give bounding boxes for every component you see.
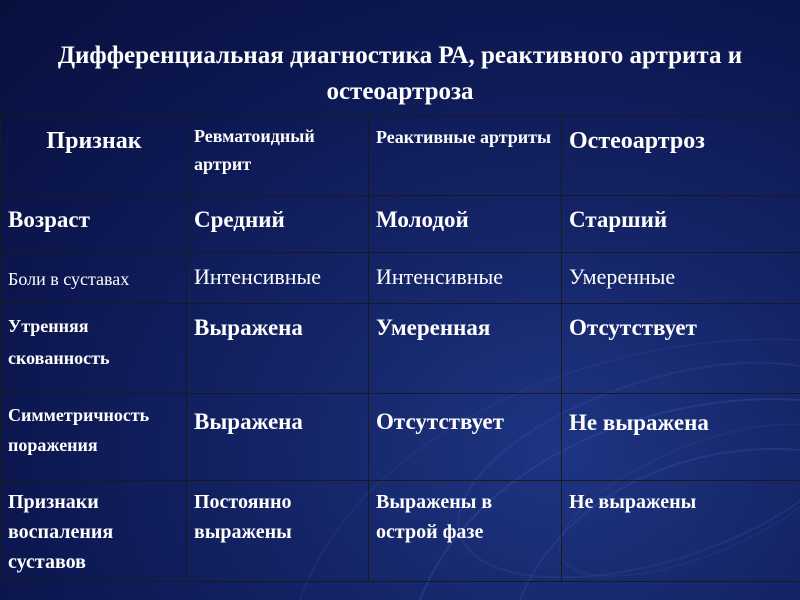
cell-reactive: Молодой [369,196,562,253]
differential-diagnosis-table [0,115,800,582]
cell-reactive: Выражены в острой фазе [369,481,562,582]
table-row [1,481,800,582]
table-row [1,304,800,394]
cell-reactive: Отсутствует [369,394,562,481]
cell-ra: Выражена [187,304,369,394]
table-row [1,196,800,253]
cell-oa: Старший [562,196,800,253]
cell-oa: Не выражена [562,394,800,481]
cell-oa: Не выражены [562,481,800,582]
cell-feature: Признаки воспаления суставов [1,481,187,582]
cell-feature: Утренняя скованность [1,304,187,394]
header-osteoarthritis: Остеоартроз [562,116,800,196]
table-row [1,253,800,304]
cell-oa: Умеренные [562,253,800,304]
cell-feature: Боли в суставах [1,253,187,304]
header-rheumatoid-arthritis: Ревматоидный артрит [187,116,369,196]
slide-title: Дифференциальная диагностика РА, реактивного артрита и остеоартроза [57,42,743,105]
header-reactive-arthritis: Реактивные артриты [369,116,562,196]
cell-feature: Возраст [1,196,187,253]
cell-ra: Интенсивные [187,253,369,304]
cell-oa: Отсутствует [562,304,800,394]
cell-ra: Средний [187,196,369,253]
cell-reactive: Интенсивные [369,253,562,304]
cell-ra: Постоянно выражены [187,481,369,582]
table-row [1,394,800,481]
cell-reactive: Умеренная [369,304,562,394]
header-feature: Признак [1,116,187,196]
cell-ra: Выражена [187,394,369,481]
cell-feature: Симметричность поражения [1,394,187,481]
table-header-row [1,116,800,196]
